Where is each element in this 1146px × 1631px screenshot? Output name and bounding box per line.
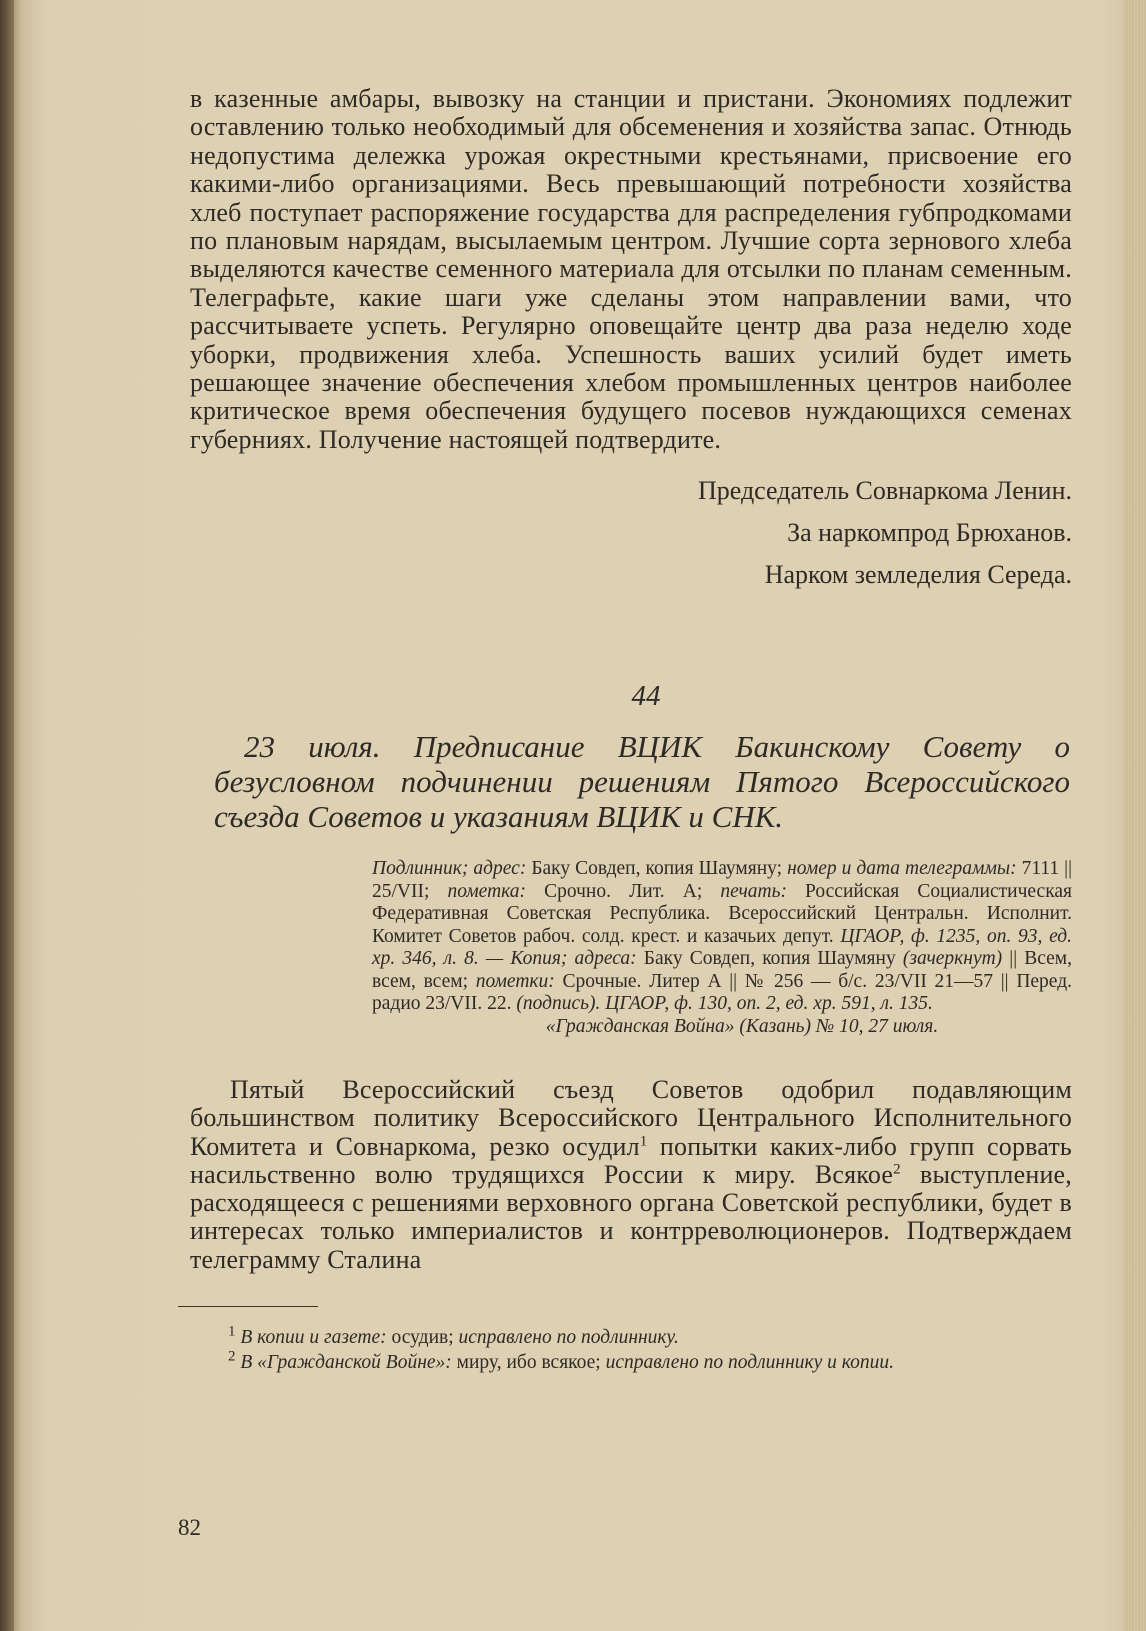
footnote-mark: 2: [228, 1348, 236, 1365]
footnote-divider: [178, 1306, 318, 1307]
footnote-text: миру, ибо всякое;: [451, 1351, 606, 1373]
footnote-ref-1: 1: [639, 1133, 648, 1150]
footnote-mark: 1: [228, 1323, 236, 1340]
footnote-ref-2: 2: [893, 1161, 901, 1178]
signature-sereda: Нарком земледелия Середа.: [764, 560, 1072, 590]
source-label-number: номер и дата телеграммы:: [787, 858, 1017, 880]
footnote-2: [178, 1350, 1072, 1375]
document-title: 23 июля. Предписание ВЦИК Бакинскому Совету о безусловном подчинении решениям Пятого Всероссийского съезда Советов и указаниям ВЦИК и СНК.: [214, 729, 1070, 835]
footnote-note: исправлено по подлиннику.: [458, 1326, 679, 1348]
source-label-marks: пометки:: [475, 970, 555, 992]
page-content: [190, 85, 1072, 1375]
signature-lenin: Председатель Совнаркома Ленин.: [697, 476, 1072, 506]
page-edges: [1124, 0, 1146, 1631]
footnote-note: исправлено по подлиннику и копии.: [605, 1351, 895, 1373]
top-paragraph: в казенные амбары, вывозку на станции и пристани. Экономиях подлежит оставлению только необходимый для обсеменения и хозяйства запас. Отнюдь недопустима дележка урожая окрестными крестьянами, присвоение его какими-либо организациями. Весь превышающий потребности хозяйства хлеб поступает распоряжение государства для распределения губпродкомами по плановым нарядам, высылаемым центром. Лучшие сорта зернового хлеба выделяются качестве семенного материала для отсылки по планам семенным. Телеграфьте, какие шаги уже сделаны этом направлении вами, что рассчитываете успеть. Регулярно оповещайте центр два раза неделю ходе уборки, продвижения хлеба. Успешность ваших усилий будет иметь решающее значение обеспечения хлебом промышленных центров наиболее критическое время обеспечения будущего посевов нуждающихся семенах губерниях. Получение настоящей подтвердите.: [190, 84, 1072, 454]
source-label-original: Подлинник; адрес:: [372, 858, 527, 880]
source-archive-ref-2: (подпись). ЦГАОР, ф. 130, оп. 2, ед. хр. 591, л. 135.: [516, 993, 933, 1015]
page-number: 82: [178, 1515, 201, 1540]
footnotes: [178, 1325, 1072, 1375]
signatures: [190, 470, 1072, 596]
source-text: Баку Совдеп, копия Шаумяну;: [526, 858, 788, 880]
source-label-mark: пометка:: [447, 880, 527, 902]
source-text: || Всем, всем, всем;: [372, 948, 1072, 992]
document-number: 44: [631, 680, 661, 713]
source-label-crossed: (зачеркнут): [902, 948, 1003, 970]
source-text: Срочные. Литер А || № 256 — б/с. 23/VII 21—57 || Перед. радио 23/VII. 22.: [372, 970, 1072, 1015]
source-text: Российская Социалистическая Федеративная Советская Республика. Всероссийский Центральн. Исполнит. Комитет Советов рабоч. солд. крест. и казачьих депут.: [372, 880, 1072, 947]
body-text: Пятый Всероссийский съезд Советов одобрил подавляющим большинством политику Всероссийского Центрального Исполнительного Комитета и Совнаркома, резко осудил: [190, 1075, 1072, 1161]
body-text: выступление, расходящееся с решениями верховного органа Советской республики, будет в интересах только империалистов и контрреволюционеров. Подтверждаем телеграмму Сталина: [190, 1159, 1072, 1274]
source-label-seal: печать:: [720, 880, 787, 902]
source-note: [372, 858, 1072, 1038]
source-text: 7111 || 25/VII;: [372, 858, 1072, 902]
signature-bryukhanov: За наркомпрод Брюханов.: [787, 518, 1072, 548]
source-publication: «Гражданская Война» (Казань) № 10, 27 июля.: [545, 1015, 939, 1037]
body-text: попытки каких-либо групп сорвать насильственно волю трудящихся России к миру. Всякое: [190, 1131, 1072, 1189]
footnote-1: [178, 1325, 1072, 1350]
body-paragraph: [190, 1076, 1072, 1273]
book-spine-shadow: [0, 0, 14, 1631]
source-text: Баку Совдеп, копия Шаумяну: [636, 948, 903, 970]
footnote-intro: В «Гражданской Войне»:: [235, 1351, 452, 1373]
source-text: Срочно. Лит. А;: [526, 880, 721, 902]
footnote-intro: В копии и газете:: [235, 1326, 387, 1348]
footnote-text: осудив;: [386, 1326, 459, 1348]
source-archive-ref: ЦГАОР, ф. 1235, оп. 93, ед. хр. 346, л. 8. — Копия; адреса:: [372, 925, 1072, 970]
